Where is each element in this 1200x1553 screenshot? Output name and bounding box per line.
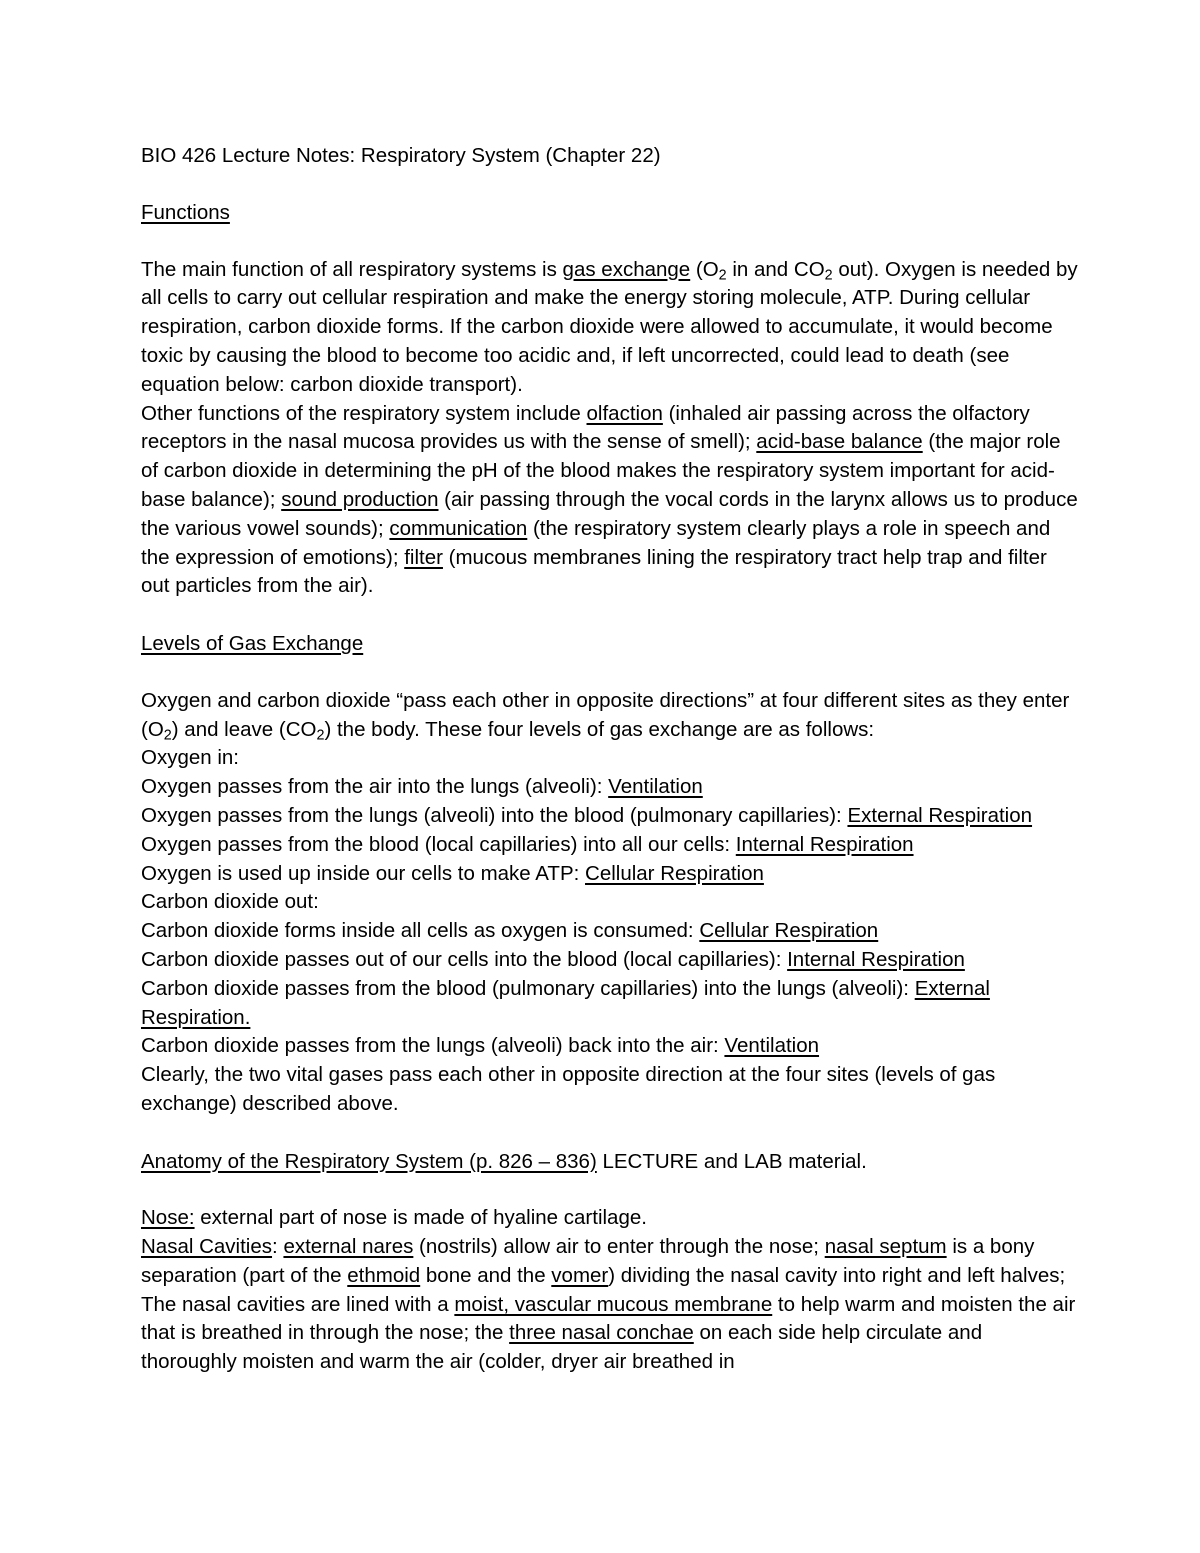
- term-acid-base-balance: acid-base balance: [756, 430, 923, 454]
- co2-out-label: Carbon dioxide out:: [141, 890, 319, 914]
- subscript: 2: [316, 727, 325, 744]
- term-ethmoid: ethmoid: [347, 1263, 421, 1287]
- term-internal-respiration: Internal Respiration: [787, 947, 965, 971]
- co2-line: [141, 917, 1080, 946]
- text-run: on each side help circulate and thoroughly moisten and warm the air (colder, dryer air breathed in: [141, 1321, 983, 1374]
- text-run: ) dividing the nasal cavity into right and left halves; The nasal cavities are lined with a: [141, 1263, 1066, 1316]
- text-run: is a bony separation (part of the: [141, 1235, 1035, 1287]
- oxygen-line: [141, 831, 1080, 860]
- text-run: Carbon dioxide passes out of our cells into the blood (local capillaries):: [141, 947, 788, 971]
- co2-line: [141, 975, 1080, 1033]
- functions-heading: [141, 199, 1080, 228]
- term-external-respiration: External Respiration: [847, 803, 1033, 827]
- co2-line: [141, 1032, 1080, 1061]
- text-run: (mucous membranes lining the respiratory tract help trap and filter out particles from the air).: [141, 545, 1047, 598]
- document-title: BIO 426 Lecture Notes: Respiratory System (Chapter 22): [141, 144, 661, 167]
- text-run: Carbon dioxide passes from the blood (pulmonary capillaries) into the lungs (alveoli):: [141, 976, 915, 1000]
- nose-paragraph: [141, 1204, 1080, 1233]
- subscript: 2: [718, 267, 727, 284]
- text-run: Other functions of the respiratory system include: [141, 401, 587, 425]
- term-cellular-respiration: Cellular Respiration: [699, 919, 879, 943]
- text-run: out). Oxygen is needed by all cells to carry out cellular respiration and make the energy storing molecule, ATP. During cellular respiration, carbon dioxide forms. If the carbon dioxide were allowed to accumulate, it would become toxic by causing the blood to become too acidic and, if left uncorrected, could lead to death (see equation below: carbon dioxide transport).: [141, 257, 1078, 396]
- other-functions-paragraph: [141, 400, 1080, 602]
- nasal-cavities-paragraph: [141, 1233, 1080, 1377]
- text-run: (air passing through the vocal cords in the larynx allows us to produce the various vowel sounds);: [141, 487, 1078, 540]
- term-filter: filter: [404, 545, 443, 569]
- term-cellular-respiration: Cellular Respiration: [585, 861, 764, 885]
- oxygen-line: [141, 773, 1080, 802]
- term-communication: communication: [389, 516, 528, 540]
- text-run: bone and the: [420, 1263, 552, 1287]
- text-run: Oxygen passes from the lungs (alveoli) into the blood (pulmonary capillaries):: [141, 803, 848, 827]
- oxygen-line: [141, 860, 1080, 889]
- anatomy-heading-text: Anatomy of the Respiratory System (p. 826 – 836): [141, 1149, 597, 1173]
- term-nose: Nose:: [141, 1206, 195, 1230]
- text-run: (O: [690, 257, 719, 281]
- co2-line: [141, 946, 1080, 975]
- text-run: LECTURE and LAB material.: [596, 1149, 867, 1173]
- term-external-nares: external nares: [283, 1235, 414, 1259]
- text-run: (the respiratory system clearly plays a role in speech and the expression of emotions);: [141, 516, 1051, 569]
- text-run: ) the body. These four levels of gas exchange are as follows:: [324, 717, 875, 741]
- text-run: Oxygen passes from the blood (local capillaries) into all our cells:: [141, 832, 736, 856]
- spacer: [141, 601, 1080, 630]
- term-vomer: vomer: [551, 1263, 609, 1287]
- term-external-respiration: External Respiration.: [141, 976, 990, 1029]
- text-run: Oxygen passes from the air into the lungs (alveoli):: [141, 775, 609, 799]
- levels-intro-paragraph: [141, 687, 1080, 745]
- oxygen-in-label: Oxygen in:: [141, 746, 239, 770]
- text-run: external part of nose is made of hyaline cartilage.: [194, 1206, 647, 1230]
- functions-paragraph: [141, 256, 1080, 400]
- levels-heading: [141, 630, 1080, 659]
- subscript: 2: [163, 727, 172, 744]
- text-run: Oxygen is used up inside our cells to make ATP:: [141, 861, 586, 885]
- text-run: (the major role of carbon dioxide in determining the pH of the blood makes the respiratory system important for acid-base balance);: [141, 430, 1061, 511]
- clearly-paragraph: Clearly, the two vital gases pass each other in opposite direction at the four sites (levels of gas exchange) described above.: [141, 1063, 996, 1115]
- term-olfaction: olfaction: [586, 401, 663, 425]
- spacer: [141, 1119, 1080, 1148]
- term-gas-exchange: gas exchange: [562, 257, 691, 281]
- oxygen-line: [141, 802, 1080, 831]
- text-run: in and CO: [726, 257, 825, 281]
- term-ventilation: Ventilation: [608, 775, 703, 799]
- anatomy-heading: [141, 1148, 1080, 1177]
- text-run: to help warm and moisten the air that is breathed in through the nose; the: [141, 1292, 1076, 1345]
- text-run: Oxygen and carbon dioxide “pass each other in opposite directions” at four different sites as they enter (O: [141, 688, 1070, 741]
- levels-heading-text: Levels of Gas Exchange: [141, 631, 364, 655]
- text-run: Carbon dioxide forms inside all cells as oxygen is consumed:: [141, 919, 700, 943]
- functions-heading-text: Functions: [141, 200, 230, 224]
- term-internal-respiration: Internal Respiration: [735, 832, 914, 856]
- text-run: :: [272, 1235, 284, 1259]
- subscript: 2: [824, 267, 833, 284]
- text-run: (nostrils) allow air to enter through the nose;: [413, 1235, 825, 1259]
- text-run: The main function of all respiratory systems is: [141, 257, 563, 281]
- term-nasal-septum: nasal septum: [824, 1235, 947, 1259]
- term-nasal-cavities: Nasal Cavities: [141, 1235, 273, 1259]
- term-ventilation: Ventilation: [724, 1034, 820, 1058]
- term-nasal-conchae: three nasal conchae: [509, 1321, 694, 1345]
- text-run: Carbon dioxide passes from the lungs (alveoli) back into the air:: [141, 1034, 725, 1058]
- text-run: (inhaled air passing across the olfactory receptors in the nasal mucosa provides us with the sense of smell);: [141, 401, 1030, 454]
- term-sound-production: sound production: [281, 487, 439, 511]
- text-run: ) and leave (CO: [171, 717, 317, 741]
- term-mucous-membrane: moist, vascular mucous membrane: [454, 1292, 773, 1316]
